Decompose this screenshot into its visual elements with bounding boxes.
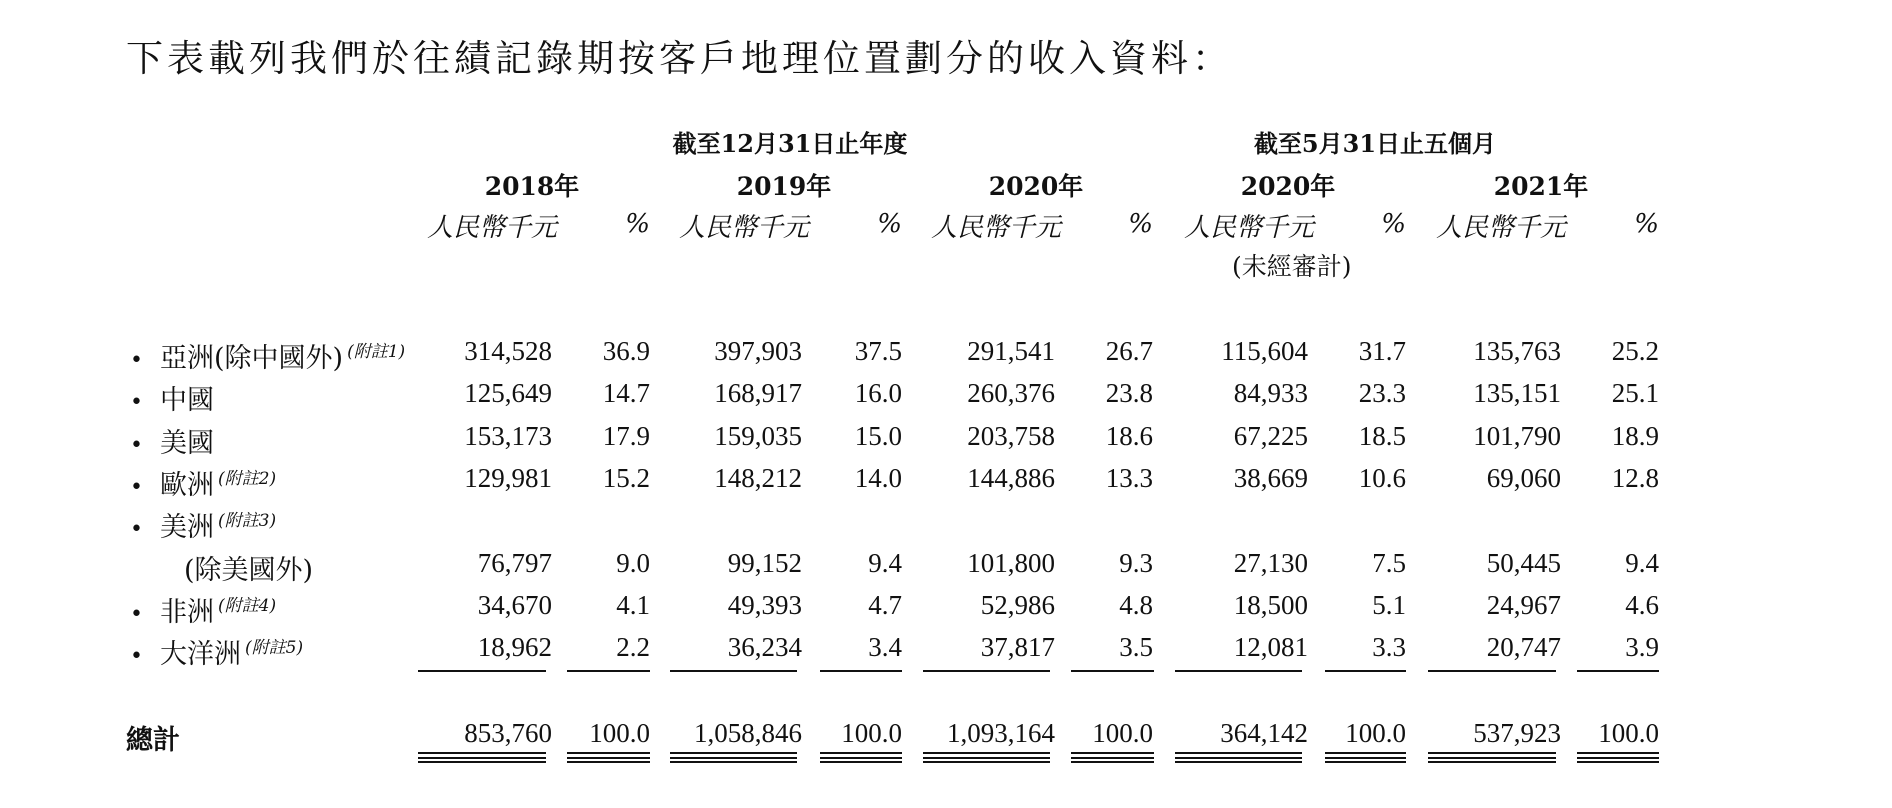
amount-cell: 148,212: [714, 463, 802, 493]
percent-cell: 4.1: [616, 590, 650, 620]
table-row: [0, 463, 1892, 503]
footnote-ref: (附註2): [218, 469, 277, 489]
region-name: 非洲: [160, 597, 214, 628]
region-name: 美國: [160, 428, 214, 459]
amount-cell: 314,528: [464, 336, 552, 366]
amount-cell: 144,886: [967, 463, 1055, 493]
amount-cell: 27,130: [1233, 548, 1308, 578]
total-double-rule: [820, 757, 902, 763]
bullet: •: [130, 644, 143, 669]
unit-label: 人民幣千元: [1184, 213, 1315, 243]
total-top-rule: [1071, 752, 1154, 754]
region-name: 美洲: [160, 512, 214, 543]
amount-cell: 50,445: [1486, 548, 1561, 578]
amount-cell: 260,376: [967, 378, 1055, 408]
bullet: •: [130, 348, 143, 373]
percent-cell: 4.6: [1625, 590, 1659, 620]
total-top-rule: [820, 752, 902, 754]
percent-cell: 14.7: [602, 378, 650, 408]
region-label: [130, 632, 303, 671]
amount-cell: 34,670: [477, 590, 552, 620]
region-name: 大洋洲: [160, 639, 241, 670]
bullet: •: [130, 517, 143, 542]
amount-cell: 49,393: [727, 590, 802, 620]
amount-cell: 129,981: [464, 463, 552, 493]
total-double-rule: [1071, 757, 1154, 763]
amount-cell: 37,817: [980, 632, 1055, 662]
total-label: 總計: [126, 725, 180, 756]
percent-cell: 14.0: [854, 463, 902, 493]
amount-cell: 135,763: [1473, 336, 1561, 366]
subtotal-rule: [418, 670, 546, 672]
subtotal-rule: [923, 670, 1050, 672]
unit-label: 人民幣千元: [931, 213, 1062, 243]
bullet: •: [130, 602, 143, 627]
region-label: [130, 548, 313, 587]
amount-cell: 36,234: [727, 632, 802, 662]
footnote-ref: (附註1): [347, 342, 406, 362]
total-amount-cell: 364,142: [1220, 718, 1308, 748]
amount-cell: 153,173: [464, 421, 552, 451]
total-double-rule: [567, 757, 650, 763]
amount-cell: 101,790: [1473, 421, 1561, 451]
total-double-rule: [923, 757, 1050, 763]
total-double-rule: [670, 757, 797, 763]
amount-cell: 20,747: [1486, 632, 1561, 662]
subtotal-rule: [1428, 670, 1556, 672]
year-header: 2020年: [1240, 172, 1336, 201]
total-top-rule: [923, 752, 1050, 754]
total-top-rule: [1175, 752, 1302, 754]
percent-cell: 3.3: [1372, 632, 1406, 662]
amount-cell: 12,081: [1233, 632, 1308, 662]
percent-cell: 15.0: [854, 421, 902, 451]
year-header: 2018年: [484, 172, 580, 201]
amount-cell: 135,151: [1473, 378, 1561, 408]
period-year-header: 截至12月31日止年度: [672, 129, 908, 158]
table-row: [0, 421, 1892, 461]
percent-cell: 13.3: [1105, 463, 1153, 493]
amount-cell: 76,797: [477, 548, 552, 578]
percent-cell: 3.9: [1625, 632, 1659, 662]
percent-label: %: [625, 209, 650, 239]
bullet: •: [130, 433, 143, 458]
year-header: 2021年: [1493, 172, 1589, 201]
percent-cell: 4.8: [1119, 590, 1153, 620]
region-label: [130, 378, 214, 417]
region-name: (除美國外): [184, 555, 314, 586]
percent-cell: 2.2: [616, 632, 650, 662]
total-percent-cell: 100.0: [841, 718, 902, 748]
subtotal-rule: [820, 670, 902, 672]
total-double-rule: [1428, 757, 1556, 763]
total-top-rule: [1428, 752, 1556, 754]
intro-text: 下表載列我們於往績記錄期按客戶地理位置劃分的收入資料：: [126, 37, 1233, 80]
region-label: [130, 463, 276, 502]
percent-label: %: [1634, 209, 1659, 239]
total-double-rule: [1577, 757, 1659, 763]
percent-cell: 23.8: [1105, 378, 1153, 408]
percent-label: %: [1128, 209, 1153, 239]
footnote-ref: (附註4): [218, 596, 277, 616]
bullet: •: [130, 390, 143, 415]
year-header: 2019年: [736, 172, 832, 201]
percent-cell: 9.4: [1625, 548, 1659, 578]
table-row: [0, 505, 1892, 545]
percent-cell: 25.1: [1611, 378, 1659, 408]
amount-cell: 69,060: [1486, 463, 1561, 493]
percent-cell: 15.2: [602, 463, 650, 493]
amount-cell: 203,758: [967, 421, 1055, 451]
amount-cell: 397,903: [714, 336, 802, 366]
percent-cell: 3.5: [1119, 632, 1153, 662]
region-label: [130, 336, 405, 375]
percent-cell: 37.5: [854, 336, 902, 366]
amount-cell: 168,917: [714, 378, 802, 408]
amount-cell: 18,500: [1233, 590, 1308, 620]
region-label: [130, 505, 276, 544]
region-name: 亞洲(除中國外): [160, 343, 344, 374]
amount-cell: 115,604: [1221, 336, 1308, 366]
total-top-rule: [670, 752, 797, 754]
percent-cell: 16.0: [854, 378, 902, 408]
total-top-rule: [1577, 752, 1659, 754]
region-name: 歐洲: [160, 470, 214, 501]
bullet: •: [130, 475, 143, 500]
total-percent-cell: 100.0: [589, 718, 650, 748]
subtotal-rule: [670, 670, 797, 672]
unit-label: 人民幣千元: [1436, 213, 1567, 243]
footnote-ref: (附註5): [245, 638, 304, 658]
percent-cell: 18.5: [1358, 421, 1406, 451]
amount-cell: 125,649: [464, 378, 552, 408]
region-label: [130, 421, 214, 460]
total-amount-cell: 1,058,846: [694, 718, 802, 748]
percent-cell: 12.8: [1611, 463, 1659, 493]
percent-cell: 36.9: [602, 336, 650, 366]
year-header: 2020年: [988, 172, 1084, 201]
percent-cell: 18.6: [1105, 421, 1153, 451]
amount-cell: 159,035: [714, 421, 802, 451]
amount-cell: 38,669: [1233, 463, 1308, 493]
amount-cell: 291,541: [967, 336, 1055, 366]
total-top-rule: [1325, 752, 1406, 754]
amount-cell: 24,967: [1486, 590, 1561, 620]
percent-cell: 10.6: [1358, 463, 1406, 493]
percent-cell: 9.3: [1119, 548, 1153, 578]
table-row: [0, 378, 1892, 418]
percent-cell: 9.0: [616, 548, 650, 578]
total-percent-cell: 100.0: [1345, 718, 1406, 748]
percent-label: %: [1381, 209, 1406, 239]
total-top-rule: [418, 752, 546, 754]
subtotal-rule: [1175, 670, 1302, 672]
subtotal-rule: [1577, 670, 1659, 672]
region-label: [130, 590, 276, 629]
amount-cell: 52,986: [980, 590, 1055, 620]
total-amount-cell: 537,923: [1473, 718, 1561, 748]
percent-cell: 18.9: [1611, 421, 1659, 451]
unit-label: 人民幣千元: [679, 213, 810, 243]
total-top-rule: [567, 752, 650, 754]
table-row: [0, 590, 1892, 630]
table-row: [0, 632, 1892, 672]
percent-cell: 9.4: [868, 548, 902, 578]
region-name: 中國: [160, 385, 214, 416]
total-double-rule: [1175, 757, 1302, 763]
total-double-rule: [418, 757, 546, 763]
amount-cell: 18,962: [477, 632, 552, 662]
percent-label: %: [877, 209, 902, 239]
period-months-header: 截至5月31日止五個月: [1253, 129, 1497, 158]
amount-cell: 101,800: [967, 548, 1055, 578]
total-percent-cell: 100.0: [1092, 718, 1153, 748]
footnote-ref: (附註3): [218, 511, 277, 531]
unit-label: 人民幣千元: [427, 213, 558, 243]
percent-cell: 3.4: [868, 632, 902, 662]
percent-cell: 23.3: [1358, 378, 1406, 408]
total-double-rule: [1325, 757, 1406, 763]
percent-cell: 7.5: [1372, 548, 1406, 578]
amount-cell: 99,152: [727, 548, 802, 578]
amount-cell: 67,225: [1233, 421, 1308, 451]
unaudited-note: (未經審計): [1232, 252, 1352, 281]
percent-cell: 4.7: [868, 590, 902, 620]
percent-cell: 25.2: [1611, 336, 1659, 366]
subtotal-rule: [567, 670, 650, 672]
amount-cell: 84,933: [1233, 378, 1308, 408]
table-row: [0, 336, 1892, 376]
percent-cell: 31.7: [1358, 336, 1406, 366]
percent-cell: 17.9: [602, 421, 650, 451]
subtotal-rule: [1325, 670, 1406, 672]
percent-cell: 5.1: [1372, 590, 1406, 620]
total-amount-cell: 1,093,164: [947, 718, 1055, 748]
total-amount-cell: 853,760: [464, 718, 552, 748]
table-row: [0, 548, 1892, 588]
percent-cell: 26.7: [1105, 336, 1153, 366]
subtotal-rule: [1071, 670, 1154, 672]
total-percent-cell: 100.0: [1598, 718, 1659, 748]
